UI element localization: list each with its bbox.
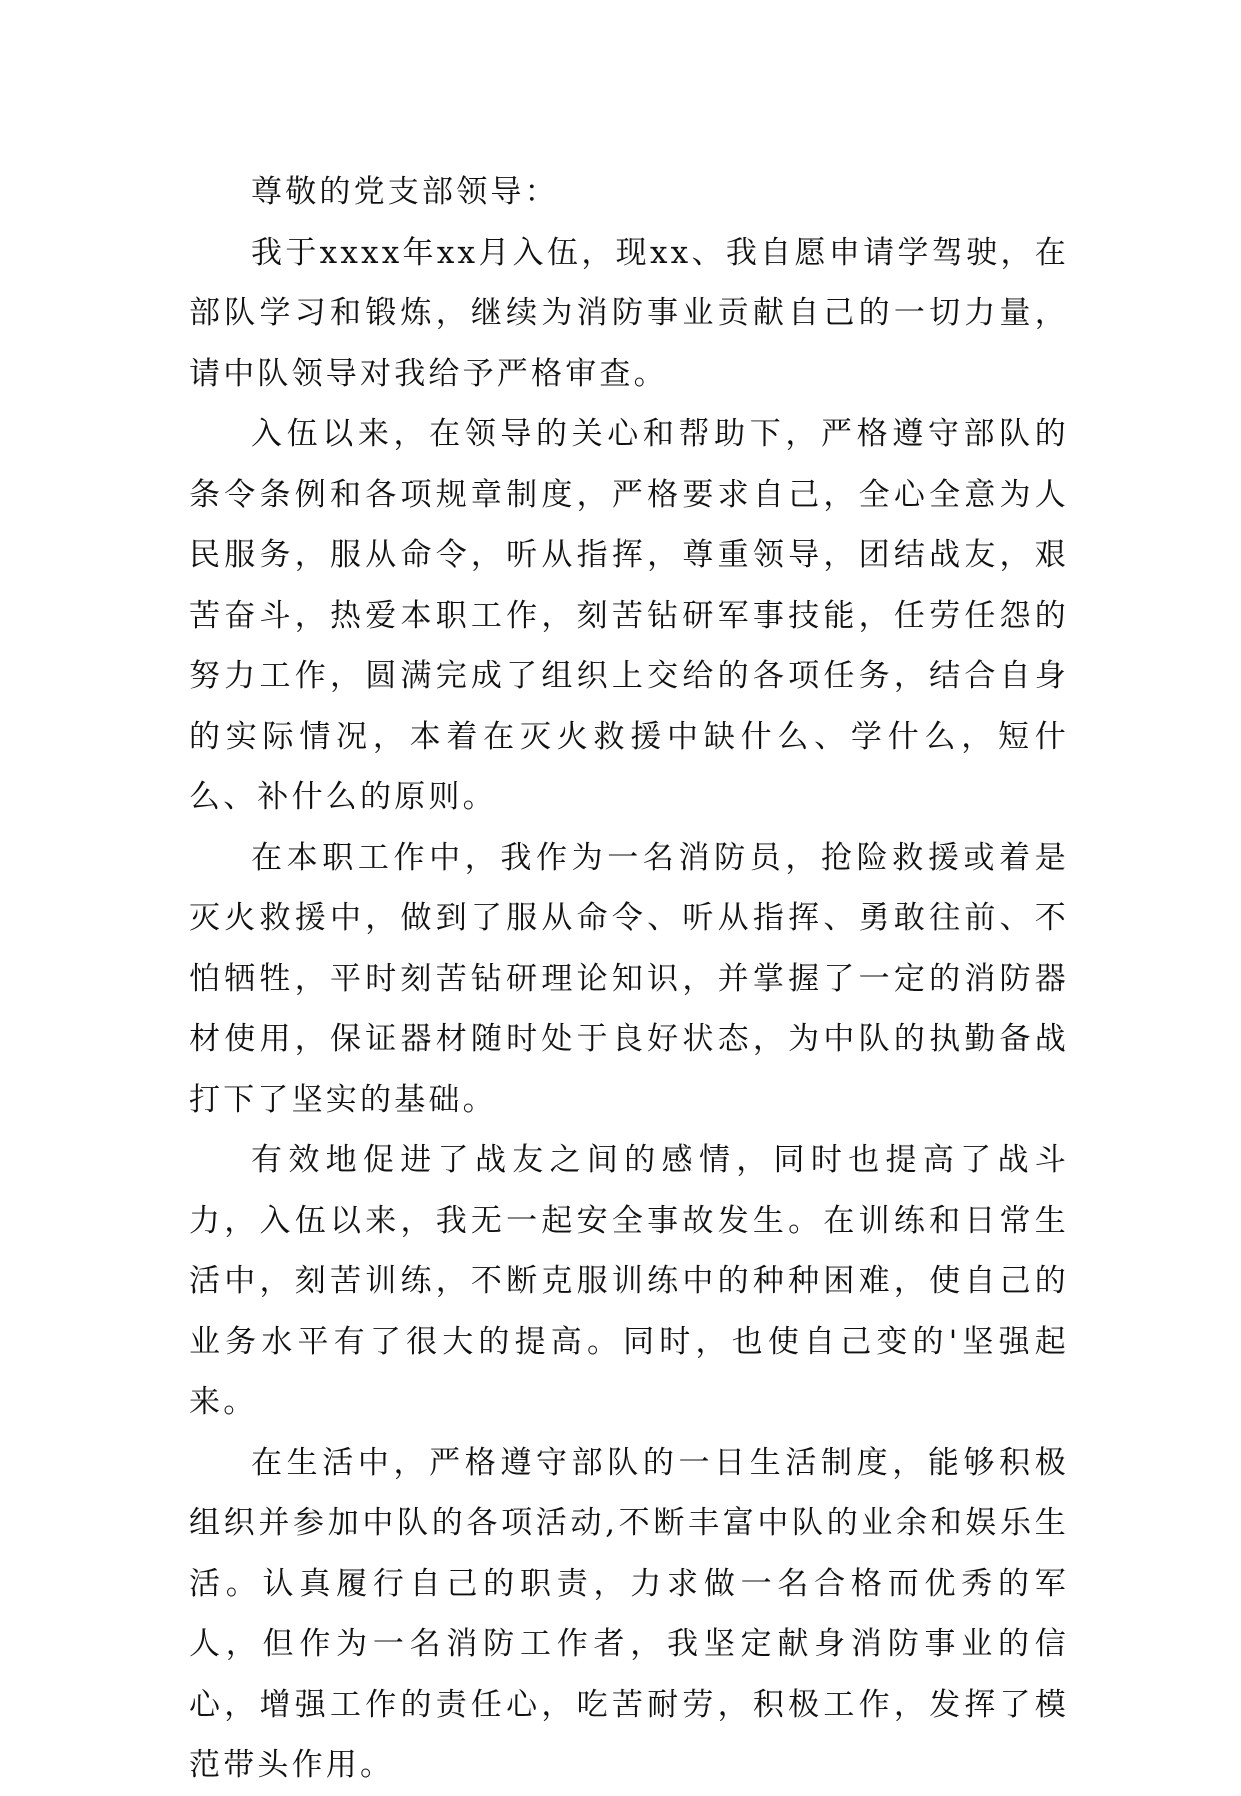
paragraph-4: 有效地促进了战友之间的感情，同时也提高了战斗力，入伍以来，我无一起安全事故发生。在训练和日常生活中，刻苦训练，不断克服训练中的种种困难，使自己的业务水平有了很大的提高。同时，也使自己变的'坚强起来。 xyxy=(189,1142,1069,1420)
paragraph-5: 在生活中，严格遵守部队的一日生活制度，能够积极组织并参加中队的各项活动,不断丰富中队的业余和娱乐生活。认真履行自己的职责，力求做一名合格而优秀的军人，但作为一名消防工作者，我坚定献身消防事业的信心，增强工作的责任心，吃苦耐劳，积极工作，发挥了模范带头作用。 xyxy=(189,1444,1069,1783)
paragraph-1: 我于xxxx年xx月入伍，现xx、我自愿申请学驾驶，在部队学习和锻炼，继续为消防事业贡献自己的一切力量，请中队领导对我给予严格审查。 xyxy=(189,234,1069,392)
paragraph-2: 入伍以来，在领导的关心和帮助下，严格遵守部队的条令条例和各项规章制度，严格要求自己，全心全意为人民服务，服从命令，听从指挥，尊重领导，团结战友，艰苦奋斗，热爱本职工作，刻苦钻研军事技能，任劳任怨的努力工作，圆满完成了组织上交给的各项任务，结合自身的实际情况，本着在灭火救援中缺什么、学什么，短什么、补什么的原则。 xyxy=(189,416,1069,815)
letter-body xyxy=(189,162,1069,1796)
salutation: 尊敬的党支部领导： xyxy=(251,174,559,210)
paragraph-3: 在本职工作中，我作为一名消防员，抢险救援或着是灭火救援中，做到了服从命令、听从指挥、勇敢往前、不怕牺牲，平时刻苦钻研理论知识，并掌握了一定的消防器材使用，保证器材随时处于良好状态，为中队的执勤备战打下了坚实的基础。 xyxy=(189,839,1069,1118)
